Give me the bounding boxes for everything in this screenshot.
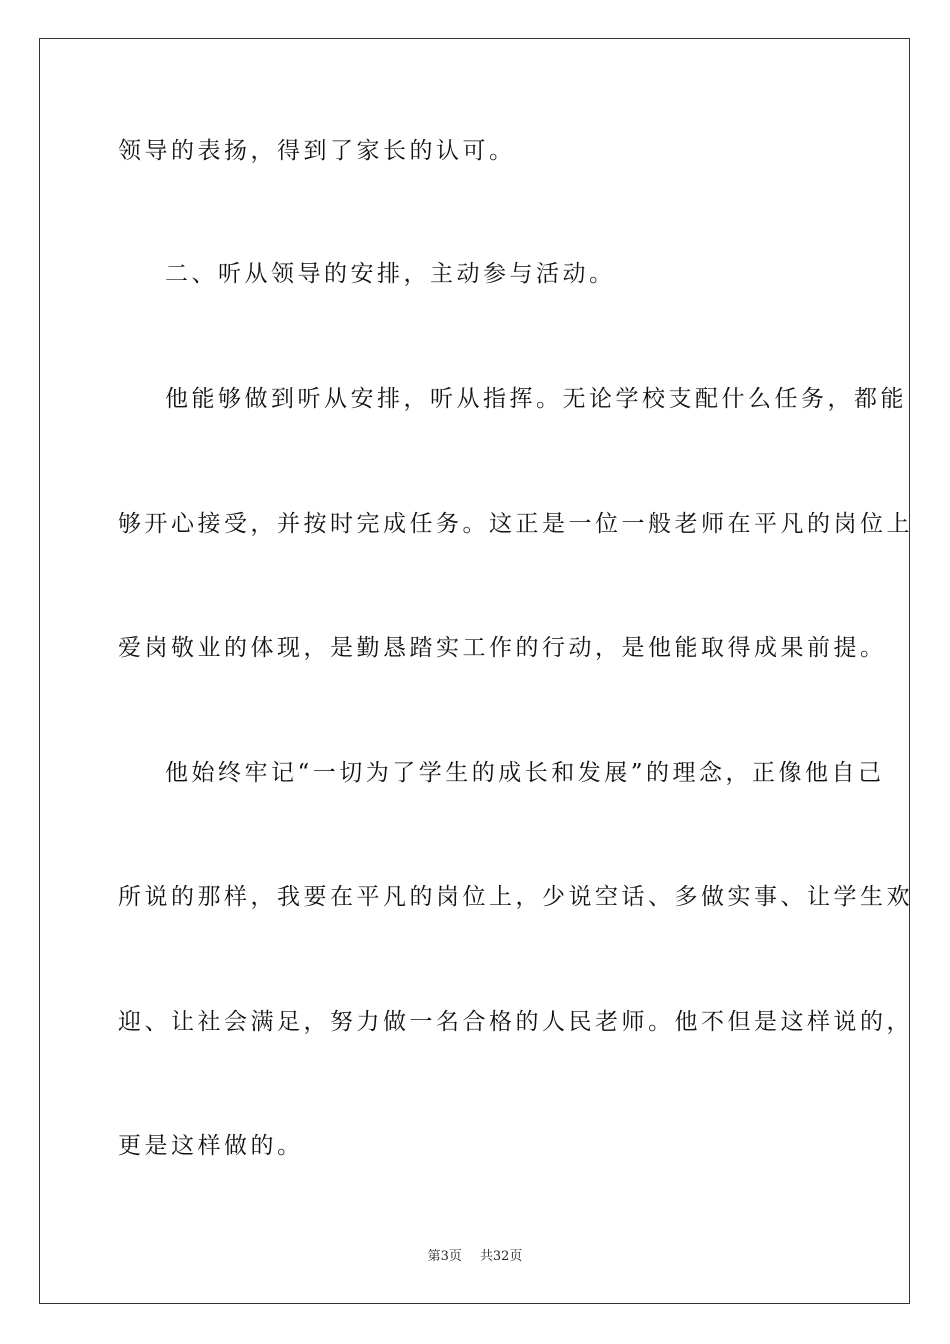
page-total: 共32页: [479, 1249, 523, 1264]
body-line-6: 他始终牢记“一切为了学生的成长和发展”的理念，正像他自己: [165, 760, 885, 786]
body-line-9: 更是这样做的。: [118, 1133, 304, 1159]
page-border: [39, 38, 913, 1304]
body-line-5: 爱岗敬业的体现，是勤恳踏实工作的行动，是他能取得成果前提。: [118, 635, 887, 661]
body-line-7: 所说的那样，我要在平凡的岗位上，少说空话、多做实事、让学生欢: [118, 884, 913, 910]
body-line-1: 领导的表扬，得到了家长的认可。: [118, 138, 516, 164]
page-number: 第3页: [427, 1249, 462, 1264]
body-line-4: 够开心接受，并按时完成任务。这正是一位一般老师在平凡的岗位上: [118, 511, 913, 537]
section-heading: 二、听从领导的安排，主动参与活动。: [165, 261, 616, 287]
page-footer: [0, 1248, 950, 1266]
body-line-3: 他能够做到听从安排，听从指挥。无论学校支配什么任务，都能: [165, 386, 907, 412]
body-line-8: 迎、让社会满足，努力做一名合格的人民老师。他不但是这样说的，: [118, 1009, 913, 1035]
